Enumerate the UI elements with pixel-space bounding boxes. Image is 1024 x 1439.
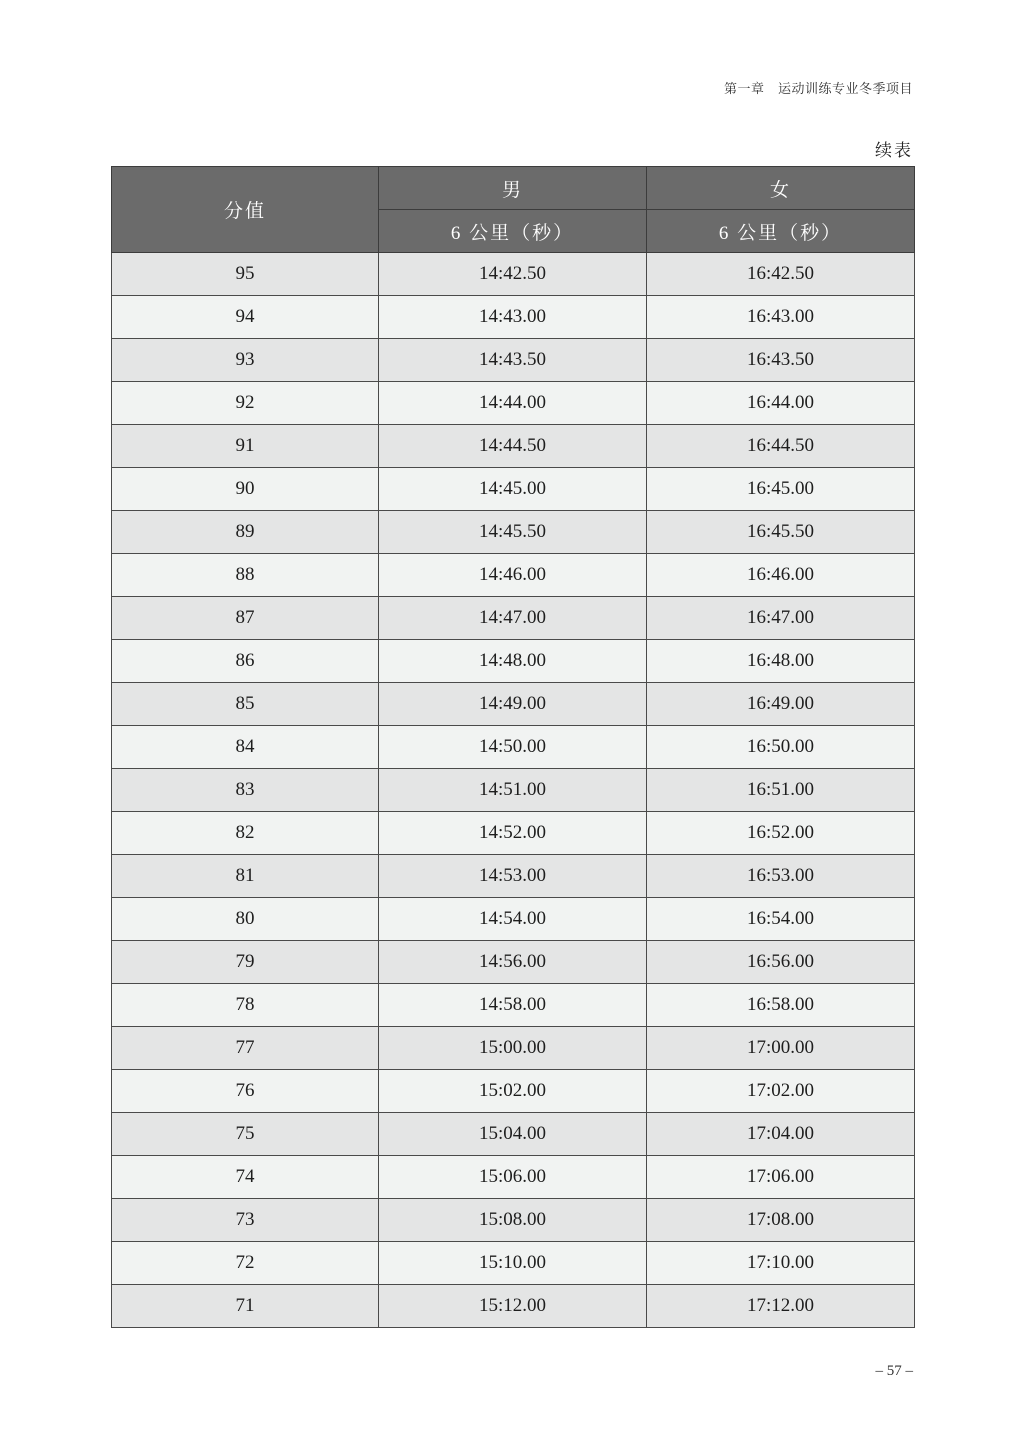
male-time-cell: 14:58.00 xyxy=(379,984,647,1027)
table-header xyxy=(112,167,915,253)
score-cell: 81 xyxy=(112,855,379,898)
score-cell: 89 xyxy=(112,511,379,554)
male-time-cell: 14:42.50 xyxy=(379,253,647,296)
female-time-cell: 16:53.00 xyxy=(647,855,915,898)
female-time-cell: 16:44.00 xyxy=(647,382,915,425)
score-cell: 71 xyxy=(112,1285,379,1328)
score-cell: 74 xyxy=(112,1156,379,1199)
score-cell: 79 xyxy=(112,941,379,984)
female-time-cell: 16:46.00 xyxy=(647,554,915,597)
male-time-cell: 15:08.00 xyxy=(379,1199,647,1242)
male-time-cell: 14:49.00 xyxy=(379,683,647,726)
male-time-cell: 15:04.00 xyxy=(379,1113,647,1156)
female-time-cell: 17:02.00 xyxy=(647,1070,915,1113)
table-row xyxy=(112,683,915,726)
male-time-cell: 15:06.00 xyxy=(379,1156,647,1199)
table-row xyxy=(112,941,915,984)
score-cell: 88 xyxy=(112,554,379,597)
table-row xyxy=(112,1113,915,1156)
male-time-cell: 14:45.50 xyxy=(379,511,647,554)
score-cell: 77 xyxy=(112,1027,379,1070)
score-column-header: 分值 xyxy=(112,167,379,253)
table-row xyxy=(112,984,915,1027)
male-time-cell: 15:12.00 xyxy=(379,1285,647,1328)
table-row xyxy=(112,1199,915,1242)
table-row xyxy=(112,382,915,425)
score-cell: 75 xyxy=(112,1113,379,1156)
female-time-cell: 16:50.00 xyxy=(647,726,915,769)
male-time-cell: 14:48.00 xyxy=(379,640,647,683)
table-row xyxy=(112,425,915,468)
score-cell: 80 xyxy=(112,898,379,941)
table-row xyxy=(112,1242,915,1285)
table-row xyxy=(112,339,915,382)
male-time-cell: 14:45.00 xyxy=(379,468,647,511)
running-header: 第一章 运动训练专业冬季项目 xyxy=(723,82,913,97)
female-time-cell: 17:04.00 xyxy=(647,1113,915,1156)
male-time-cell: 14:52.00 xyxy=(379,812,647,855)
female-time-cell: 16:45.00 xyxy=(647,468,915,511)
male-time-cell: 15:10.00 xyxy=(379,1242,647,1285)
female-column-header: 女 xyxy=(647,167,915,210)
male-time-cell: 14:53.00 xyxy=(379,855,647,898)
male-time-cell: 14:54.00 xyxy=(379,898,647,941)
male-time-cell: 14:56.00 xyxy=(379,941,647,984)
female-event-header: 6 公里（秒） xyxy=(647,210,915,253)
score-cell: 78 xyxy=(112,984,379,1027)
table-row xyxy=(112,296,915,339)
score-cell: 73 xyxy=(112,1199,379,1242)
female-time-cell: 16:56.00 xyxy=(647,941,915,984)
score-cell: 93 xyxy=(112,339,379,382)
female-time-cell: 16:43.50 xyxy=(647,339,915,382)
female-time-cell: 16:48.00 xyxy=(647,640,915,683)
table-row xyxy=(112,554,915,597)
table-body xyxy=(112,253,915,1328)
table-row xyxy=(112,898,915,941)
score-cell: 91 xyxy=(112,425,379,468)
male-event-header: 6 公里（秒） xyxy=(379,210,647,253)
table-row xyxy=(112,1027,915,1070)
score-cell: 95 xyxy=(112,253,379,296)
table-row xyxy=(112,726,915,769)
score-cell: 72 xyxy=(112,1242,379,1285)
female-time-cell: 16:54.00 xyxy=(647,898,915,941)
score-table xyxy=(111,166,915,1328)
male-time-cell: 14:44.50 xyxy=(379,425,647,468)
male-time-cell: 14:47.00 xyxy=(379,597,647,640)
male-time-cell: 14:51.00 xyxy=(379,769,647,812)
male-time-cell: 15:02.00 xyxy=(379,1070,647,1113)
score-cell: 87 xyxy=(112,597,379,640)
score-cell: 85 xyxy=(112,683,379,726)
male-time-cell: 14:50.00 xyxy=(379,726,647,769)
male-time-cell: 14:43.00 xyxy=(379,296,647,339)
male-time-cell: 14:43.50 xyxy=(379,339,647,382)
score-cell: 94 xyxy=(112,296,379,339)
score-cell: 83 xyxy=(112,769,379,812)
female-time-cell: 17:06.00 xyxy=(647,1156,915,1199)
table-row xyxy=(112,253,915,296)
female-time-cell: 16:43.00 xyxy=(647,296,915,339)
male-time-cell: 15:00.00 xyxy=(379,1027,647,1070)
table-row xyxy=(112,1156,915,1199)
table-row xyxy=(112,1285,915,1328)
table-row xyxy=(112,812,915,855)
header-row-gender xyxy=(112,167,915,210)
continued-table-label: 续表 xyxy=(875,141,913,161)
female-time-cell: 16:45.50 xyxy=(647,511,915,554)
table-row xyxy=(112,511,915,554)
female-time-cell: 16:58.00 xyxy=(647,984,915,1027)
score-cell: 92 xyxy=(112,382,379,425)
female-time-cell: 17:12.00 xyxy=(647,1285,915,1328)
female-time-cell: 17:10.00 xyxy=(647,1242,915,1285)
table-row xyxy=(112,468,915,511)
score-cell: 76 xyxy=(112,1070,379,1113)
male-time-cell: 14:44.00 xyxy=(379,382,647,425)
table-row xyxy=(112,640,915,683)
female-time-cell: 17:08.00 xyxy=(647,1199,915,1242)
female-time-cell: 17:00.00 xyxy=(647,1027,915,1070)
score-cell: 90 xyxy=(112,468,379,511)
female-time-cell: 16:52.00 xyxy=(647,812,915,855)
page-number: – 57 – xyxy=(875,1363,913,1379)
female-time-cell: 16:51.00 xyxy=(647,769,915,812)
score-cell: 86 xyxy=(112,640,379,683)
score-cell: 84 xyxy=(112,726,379,769)
female-time-cell: 16:49.00 xyxy=(647,683,915,726)
male-column-header: 男 xyxy=(379,167,647,210)
score-cell: 82 xyxy=(112,812,379,855)
table-row xyxy=(112,769,915,812)
table-row xyxy=(112,1070,915,1113)
female-time-cell: 16:42.50 xyxy=(647,253,915,296)
male-time-cell: 14:46.00 xyxy=(379,554,647,597)
female-time-cell: 16:47.00 xyxy=(647,597,915,640)
table-row xyxy=(112,597,915,640)
female-time-cell: 16:44.50 xyxy=(647,425,915,468)
table-row xyxy=(112,855,915,898)
